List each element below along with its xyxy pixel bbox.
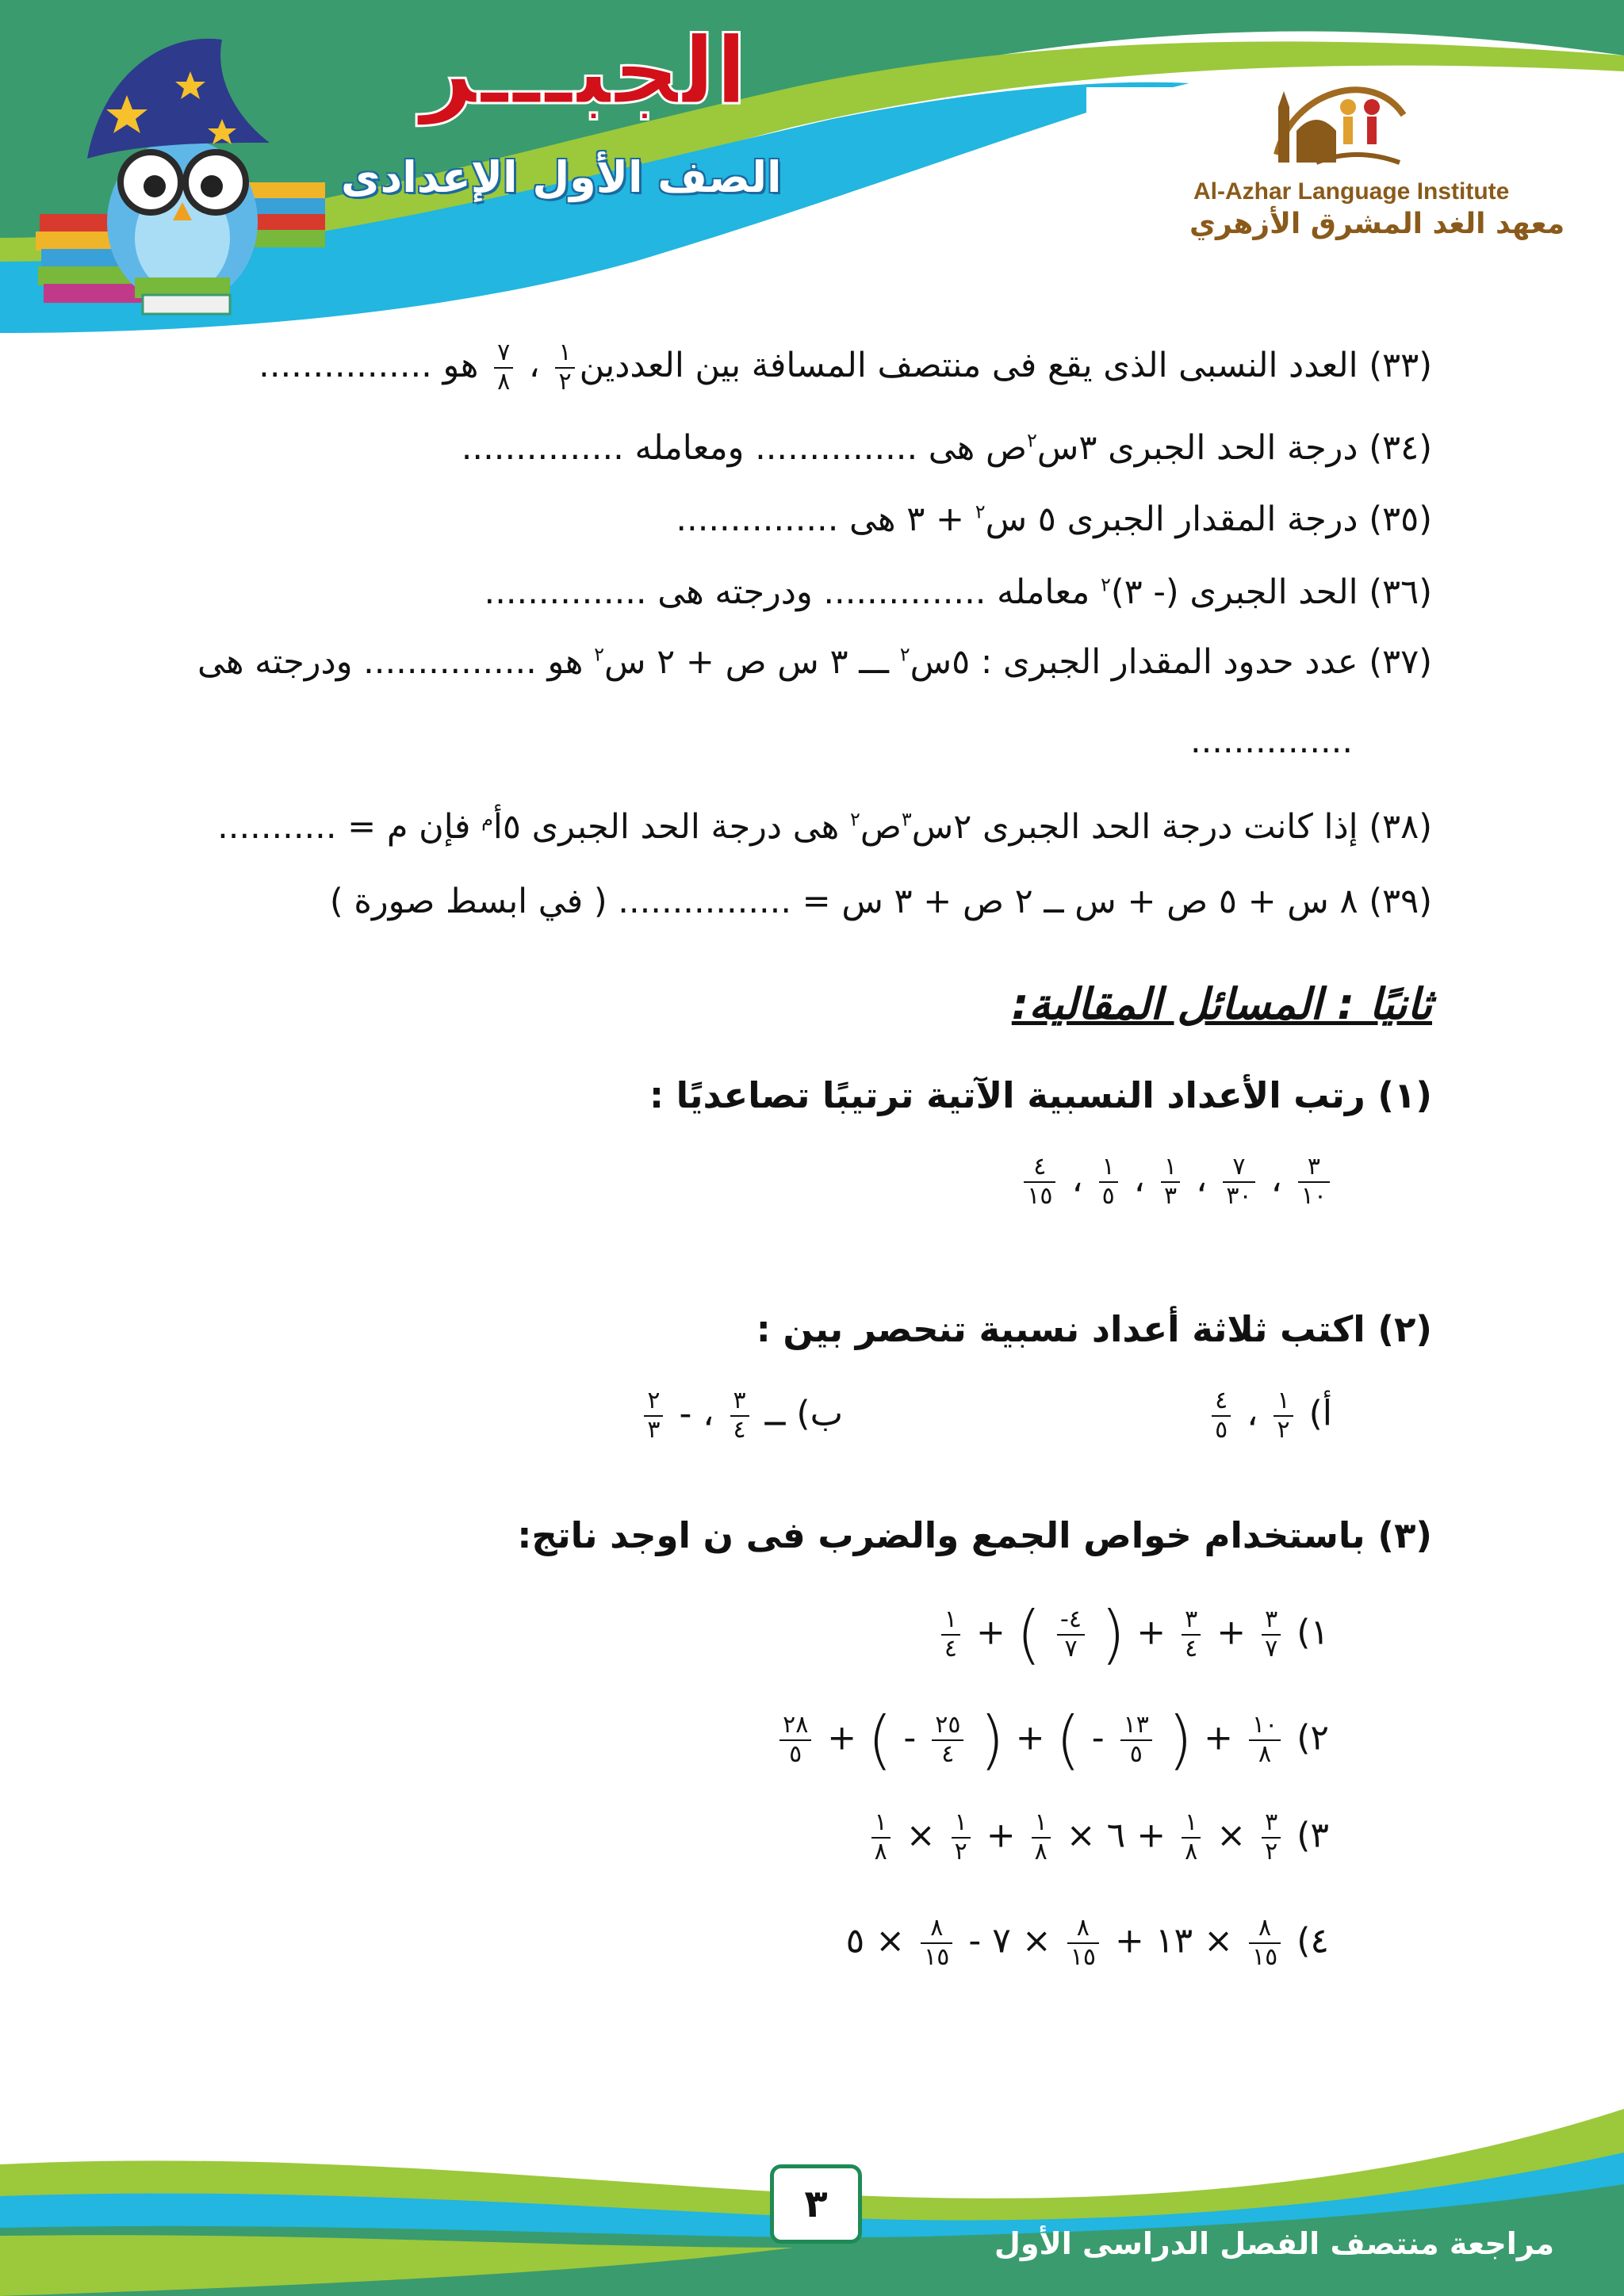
question-38: (٣٨) إذا كانت درجة الحد الجبرى ٢س$^٣$ص$^٢$ هى درجة الحد الجبرى ٥أ$^م$ فإن م = ........... <box>217 807 1432 847</box>
expression-1: ١) $\frac{٣}{٧}$ + $\frac{٣}{٤}$ + ( $\frac{٤-}{٧}$ ) + $\frac{١}{٤}$ <box>936 1598 1329 1671</box>
problem-1-fractions: $\frac{٣}{١٠}$ ، $\frac{٧}{٣٠}$ ، $\frac{١}{٣}$ ، $\frac{١}{٥}$ ، $\frac{٤}{١٥}$ <box>1019 1154 1335 1210</box>
fraction: $\frac{١}{٣}$ <box>1161 1154 1180 1210</box>
fraction: $\frac{١}{٨}$ <box>1182 1809 1201 1866</box>
fraction: $\frac{٢٨}{٥}$ <box>779 1712 811 1768</box>
fraction: $\frac{١}{٢}$ <box>952 1809 971 1866</box>
footer-text: مراجعة منتصف الفصل الدراسى الأول <box>994 2226 1554 2261</box>
grade-subtitle: الصف الأول الإعدادى <box>341 152 782 202</box>
problem-1: (١) رتب الأعداد النسبية الآتية ترتيبًا تصاعديًا : <box>649 1074 1432 1116</box>
expression-4: ٤) $\frac{٨}{١٥}$ × ١٣ + $\frac{٨}{١٥}$ × ٧ - $\frac{٨}{١٥}$ × ٥ <box>845 1914 1329 1971</box>
question-34: (٣٤) درجة الحد الجبرى ٣س$^٢$ص هى ............... ومعامله ............... <box>461 428 1432 468</box>
fraction: $\frac{٢}{٣}$ <box>644 1387 663 1444</box>
problem-2-part-a: أ) $\frac{١}{٢}$ ، $\frac{٤}{٥}$ <box>1207 1387 1332 1444</box>
page-number: ٣ <box>770 2164 862 2244</box>
fraction: $\frac{٢٥}{٤}$ <box>932 1712 963 1768</box>
question-35: (٣٥) درجة المقدار الجبرى ٥ س$^٢$ + ٣ هى ............... <box>676 499 1432 539</box>
fraction: $\frac{٨}{١٥}$ <box>921 1915 952 1971</box>
fraction: $\frac{٨}{١٥}$ <box>1249 1915 1281 1971</box>
problem-3: (٣) باستخدام خواص الجمع والضرب فى ن اوجد ناتج: <box>517 1514 1432 1556</box>
fraction: $\frac{٤-}{٧}$ <box>1057 1606 1085 1663</box>
question-36: (٣٦) الحد الجبرى (- ٣)$^٢$ معامله ............... ودرجته هى ............... <box>484 572 1432 612</box>
fraction: $\frac{٣}{١٠}$ <box>1298 1154 1330 1210</box>
fraction: $\frac{٨}{١٥}$ <box>1067 1915 1099 1971</box>
fraction: $\frac{١}{٢}$ <box>1274 1387 1293 1444</box>
fraction: $\frac{٤}{١٥}$ <box>1024 1154 1055 1210</box>
question-37-continuation: ............... <box>1189 721 1353 761</box>
question-33: (٣٣) العدد النسبى الذى يقع فى منتصف المسافة بين العددين $\frac{١}{٢}$ ، $\frac{٧}{٨}$ هو ................ <box>259 339 1432 396</box>
fraction: $\frac{٣}{٤}$ <box>1182 1606 1201 1663</box>
question-37: (٣٧) عدد حدود المقدار الجبرى : ٥س$^٢$ ـــ ٣ س ص + ٢ س$^٢$ هو ................ ودرجته هى <box>197 642 1432 682</box>
fraction: $\frac{١}{٥}$ <box>1099 1154 1118 1210</box>
fraction: $\frac{٣}{٢}$ <box>1262 1809 1281 1866</box>
institute-name-ar: معهد الغد المشرق الأزهري <box>1189 208 1565 240</box>
fraction: $\frac{١٣}{٥}$ <box>1120 1712 1152 1768</box>
fraction: $\frac{٤}{٥}$ <box>1212 1387 1231 1444</box>
fraction: $\frac{١}{٨}$ <box>871 1809 891 1866</box>
fraction: $\frac{١}{٨}$ <box>1032 1809 1051 1866</box>
expression-2: ٢) $\frac{١٠}{٨}$ + ( $\frac{١٣}{٥}$ - ) + ( $\frac{٢٥}{٤}$ - ) + $\frac{٢٨}{٥}$ <box>775 1703 1329 1777</box>
fraction: $\frac{٧}{٨}$ <box>494 339 513 396</box>
fraction: $\frac{٣}{٧}$ <box>1262 1606 1281 1663</box>
fraction: $\frac{٧}{٣٠}$ <box>1223 1154 1254 1210</box>
problem-2: (٢) اكتب ثلاثة أعداد نسبية تنحصر بين : <box>756 1308 1432 1350</box>
expression-3: ٣) $\frac{٣}{٢}$ × $\frac{١}{٨}$ + ٦ × $\frac{١}{٨}$ + $\frac{١}{٢}$ × $\frac{١}{٨}$ <box>867 1809 1329 1866</box>
book-title: الجبـــر <box>420 16 748 125</box>
institute-logo-icon <box>1261 59 1411 178</box>
fraction: $\frac{١}{٢}$ <box>555 339 574 396</box>
fraction: $\frac{١٠}{٨}$ <box>1249 1712 1281 1768</box>
problem-2-part-b: ب) ــ $\frac{٣}{٤}$ ، - $\frac{٢}{٣}$ <box>639 1387 843 1444</box>
fraction: $\frac{٣}{٤}$ <box>730 1387 749 1444</box>
institute-name-en: Al-Azhar Language Institute <box>1193 178 1510 205</box>
fraction: $\frac{١}{٤}$ <box>941 1606 960 1663</box>
question-33-text: (٣٣) العدد النسبى الذى يقع فى منتصف المسافة بين العددين <box>579 346 1432 385</box>
owl-mascot-icon <box>32 24 349 333</box>
section-title: ثانيًا : المسائل المقالية: <box>1011 979 1432 1029</box>
question-39: (٣٩) ٨ س + ٥ ص + س ــ ٢ ص + ٣ س = ................ ( في ابسط صورة ) <box>329 882 1432 921</box>
